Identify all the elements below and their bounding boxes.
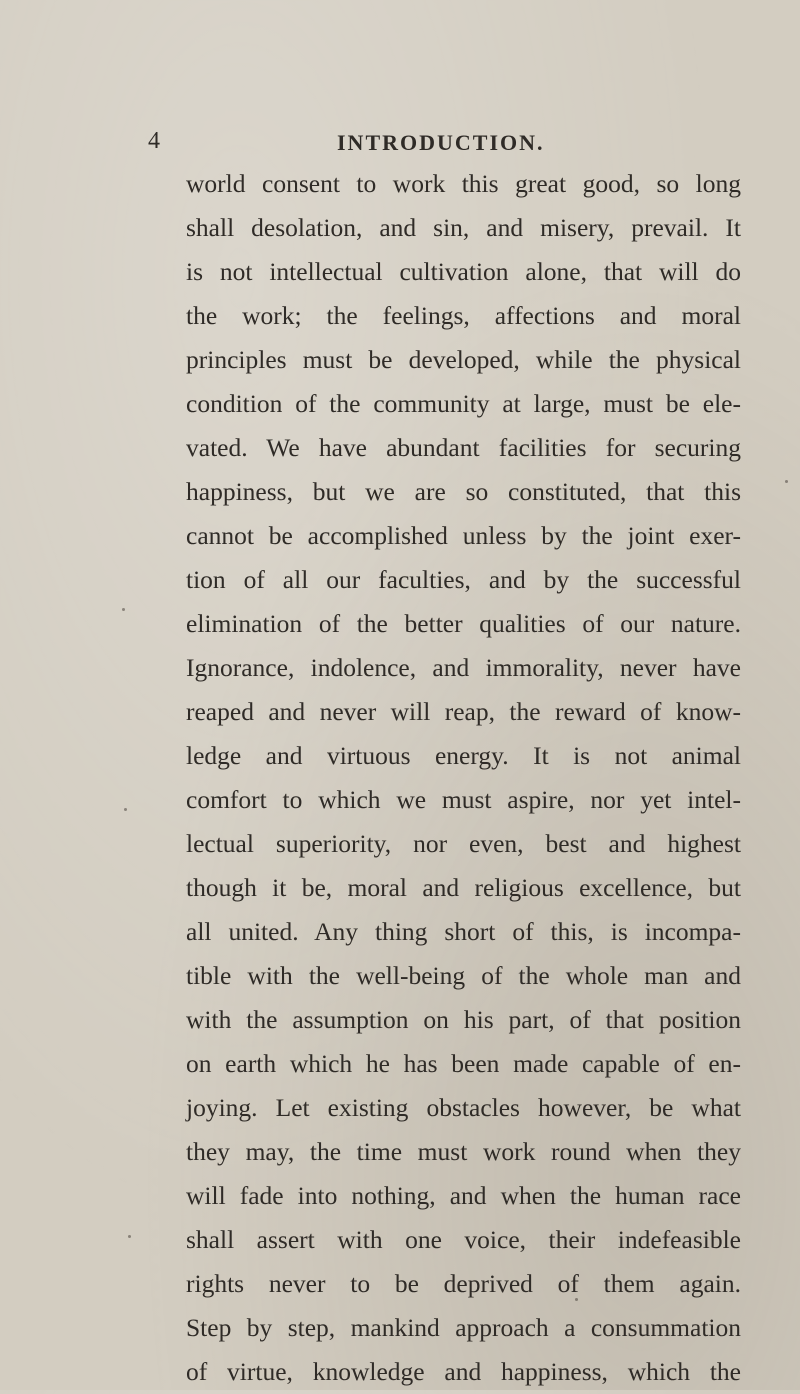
text-line: the work; the feelings, affections and moral bbox=[186, 301, 741, 330]
text-line: of virtue, knowledge and happiness, which the bbox=[186, 1357, 741, 1386]
text-line: Ignorance, indolence, and immorality, never have bbox=[186, 653, 741, 682]
text-line: tible with the well-being of the whole man and bbox=[186, 961, 741, 990]
paper-speck bbox=[128, 1235, 131, 1238]
page-header bbox=[0, 128, 800, 162]
text-line: ledge and virtuous energy. It is not animal bbox=[186, 741, 741, 770]
body-text bbox=[186, 162, 741, 1394]
text-line: elimination of the better qualities of our nature. bbox=[186, 609, 741, 638]
paper-speck bbox=[785, 480, 788, 483]
text-line: all united. Any thing short of this, is incompa- bbox=[186, 917, 741, 946]
paper-speck bbox=[575, 1298, 578, 1301]
paper-speck bbox=[122, 608, 125, 611]
text-line: world consent to work this great good, so long bbox=[186, 169, 741, 198]
text-line: vated. We have abundant facilities for securing bbox=[186, 433, 741, 462]
text-line: happiness, but we are so constituted, that this bbox=[186, 477, 741, 506]
text-line: comfort to which we must aspire, nor yet intel- bbox=[186, 785, 741, 814]
text-line: with the assumption on his part, of that position bbox=[186, 1005, 741, 1034]
text-line: though it be, moral and religious excellence, but bbox=[186, 873, 741, 902]
text-line: shall assert with one voice, their indefeasible bbox=[186, 1225, 741, 1254]
text-line: lectual superiority, nor even, best and highest bbox=[186, 829, 741, 858]
running-head: INTRODUCTION. bbox=[337, 130, 545, 155]
text-line: tion of all our faculties, and by the successful bbox=[186, 565, 741, 594]
text-line: reaped and never will reap, the reward of know- bbox=[186, 697, 741, 726]
paper-speck bbox=[124, 808, 127, 811]
text-line: rights never to be deprived of them again. bbox=[186, 1269, 741, 1298]
text-line: shall desolation, and sin, and misery, prevail. It bbox=[186, 213, 741, 242]
text-line: will fade into nothing, and when the human race bbox=[186, 1181, 741, 1210]
text-line: cannot be accomplished unless by the joint exer- bbox=[186, 521, 741, 550]
text-line: Step by step, mankind approach a consummation bbox=[186, 1313, 741, 1342]
text-line: they may, the time must work round when they bbox=[186, 1137, 741, 1166]
text-line: is not intellectual cultivation alone, that will do bbox=[186, 257, 741, 286]
text-line: principles must be developed, while the physical bbox=[186, 345, 741, 374]
page-number: 4 bbox=[148, 128, 161, 154]
text-line: joying. Let existing obstacles however, be what bbox=[186, 1093, 741, 1122]
text-line: on earth which he has been made capable of en- bbox=[186, 1049, 741, 1078]
text-line: condition of the community at large, must be ele- bbox=[186, 389, 741, 418]
